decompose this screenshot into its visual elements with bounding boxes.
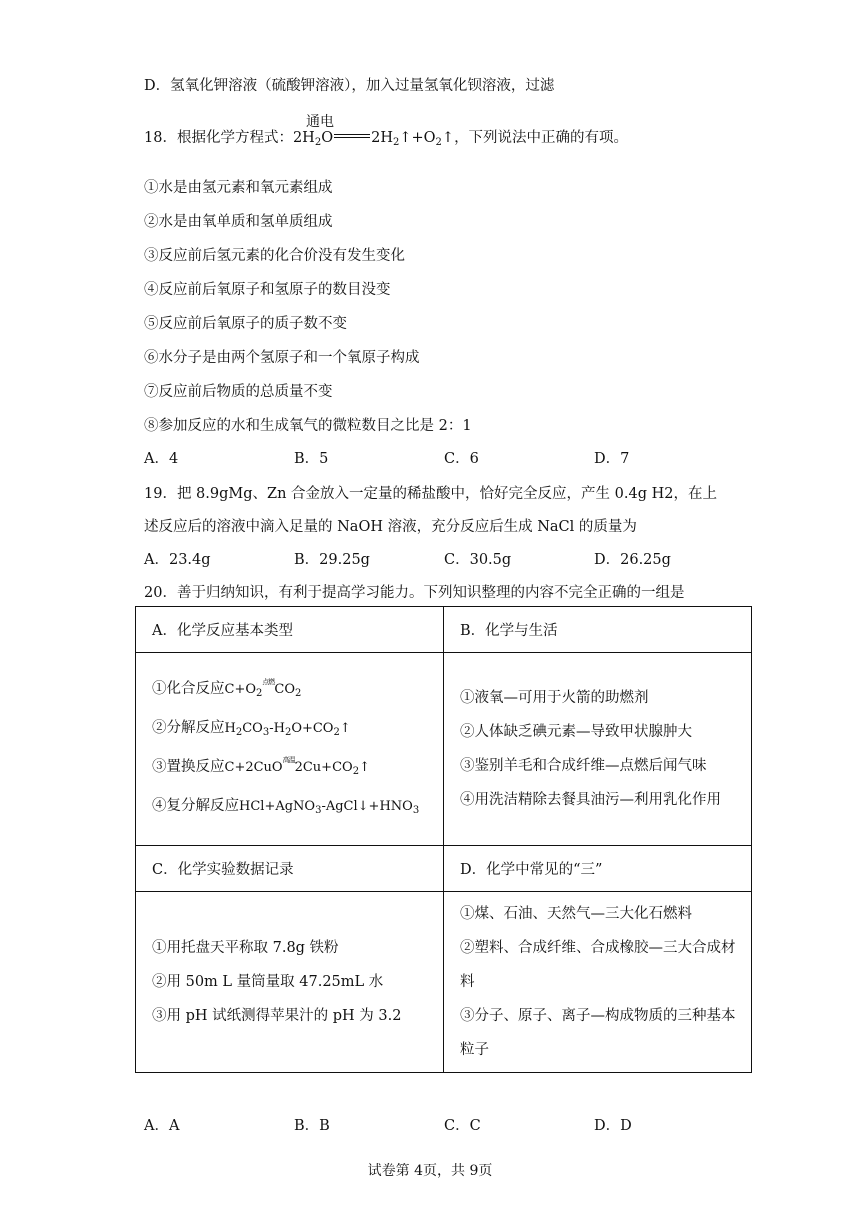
reaction-double-displacement: ④复分解反应$HCl+AgNO_3-AgCl↓+HNO_3$ — [152, 798, 420, 816]
d-item: 料 — [460, 974, 475, 990]
q18-statement: ⑤反应前后氧原子的质子数不变 — [144, 316, 347, 332]
b-item: ③鉴别羊毛和合成纤维—点燃后闻气味 — [460, 758, 707, 774]
page-footer: 试卷第 4页，共 9页 — [367, 1163, 493, 1179]
b-item: ②人体缺乏碘元素—导致甲状腺肿大 — [460, 724, 692, 740]
option-c[interactable]: C．30.5g — [444, 552, 512, 568]
q19-stem-line1: 19．把 8.9gMg、Zn 合金放入一定量的稀盐酸中，恰好完全反应，产生 0.4g H2，在上 — [144, 486, 717, 502]
option-a[interactable]: A．23.4g — [144, 552, 211, 568]
q19-stem-line2: 述反应后的溶液中滴入足量的 NaOH 溶液，充分反应后生成 NaCl 的质量为 — [144, 519, 637, 535]
d-item: ③分子、原子、离子—构成物质的三种基本 — [460, 1008, 736, 1024]
option-d[interactable]: D．26.25g — [594, 552, 671, 568]
q18-statement: ①水是由氢元素和氧元素组成 — [144, 180, 333, 196]
d-item: ①煤、石油、天然气—三大化石燃料 — [460, 906, 692, 922]
q18-statement: ⑧参加反应的水和生成氧气的微粒数目之比是 2：1 — [144, 418, 472, 434]
reaction-combination: ①化合反应$C+O_2^{点燃}CO_2$ — [152, 678, 302, 699]
condition-ignite: 点燃 — [262, 678, 275, 686]
q18-stem: 18．根据化学方程式：$2H_2O$ $2H_2↑+O_2↑$，下列说法中正确的有项。 — [144, 130, 629, 148]
q18-statement: ⑦反应前后物质的总质量不变 — [144, 384, 333, 400]
option-a[interactable]: A．A — [144, 1118, 180, 1134]
q18-stem-after: ，下列说法中正确的有项。 — [454, 130, 629, 146]
q18-statement: ②水是由氧单质和氢单质组成 — [144, 214, 333, 230]
q17-option-d: D．氢氧化钾溶液（硫酸钾溶液），加入过量氢氧化钡溶液，过滤 — [144, 78, 555, 94]
option-d[interactable]: D．7 — [594, 451, 630, 467]
q18-options — [144, 447, 744, 467]
c-item: ③用 pH 试纸测得苹果汁的 pH 为 3.2 — [152, 1008, 402, 1024]
d-item: 粒子 — [460, 1042, 489, 1058]
option-b[interactable]: B．29.25g — [294, 552, 370, 568]
b-item: ①液氧—可用于火箭的助燃剂 — [460, 690, 649, 706]
option-b[interactable]: B．B — [294, 1118, 330, 1134]
q18-condition: 通电 — [306, 114, 334, 130]
cell-b-content — [444, 653, 752, 846]
cell-c-content — [136, 892, 444, 1073]
q18-statement: ④反应前后氧原子和氢原子的数目没变 — [144, 282, 391, 298]
reaction-decomposition: ②分解反应$H_2CO_3-H_2O+CO_2↑$ — [152, 720, 351, 738]
c-item: ②用 50m L 量筒量取 47.25mL 水 — [152, 974, 384, 990]
option-c[interactable]: C．C — [444, 1118, 481, 1134]
q20-options — [144, 1114, 744, 1134]
q18-statement: ③反应前后氢元素的化合价没有发生变化 — [144, 248, 405, 264]
q19-options — [144, 548, 744, 568]
cell-d-content — [444, 892, 752, 1073]
c-item: ①用托盘天平称取 7.8g 铁粉 — [152, 940, 339, 956]
cell-a-content — [136, 653, 444, 846]
cell-a-title: A．化学反应基本类型 — [136, 607, 444, 653]
q20-stem: 20．善于归纳知识，有利于提高学习能力。下列知识整理的内容不完全正确的一组是 — [144, 585, 685, 601]
equals-bar — [334, 134, 370, 138]
cell-c-title: C．化学实验数据记录 — [136, 846, 444, 892]
cell-d-title: D．化学中常见的“三” — [444, 846, 752, 892]
q20-table — [135, 606, 752, 1073]
d-item: ②塑料、合成纤维、合成橡胶—三大合成材 — [460, 940, 736, 956]
condition-high-temp: 高温 — [282, 756, 295, 764]
reaction-displacement: ③置换反应$C+2CuO^{高温}2Cu+CO_2↑$ — [152, 756, 370, 777]
b-item: ④用洗洁精除去餐具油污—利用乳化作用 — [460, 792, 721, 808]
cell-b-title: B．化学与生活 — [444, 607, 752, 653]
q18-stem-prefix: 18．根据化学方程式：2H — [144, 130, 315, 146]
option-d[interactable]: D．D — [594, 1118, 632, 1134]
q18-statement: ⑥水分子是由两个氢原子和一个氧原子构成 — [144, 350, 420, 366]
option-c[interactable]: C．6 — [444, 451, 479, 467]
option-b[interactable]: B．5 — [294, 451, 329, 467]
option-a[interactable]: A．4 — [144, 451, 179, 467]
